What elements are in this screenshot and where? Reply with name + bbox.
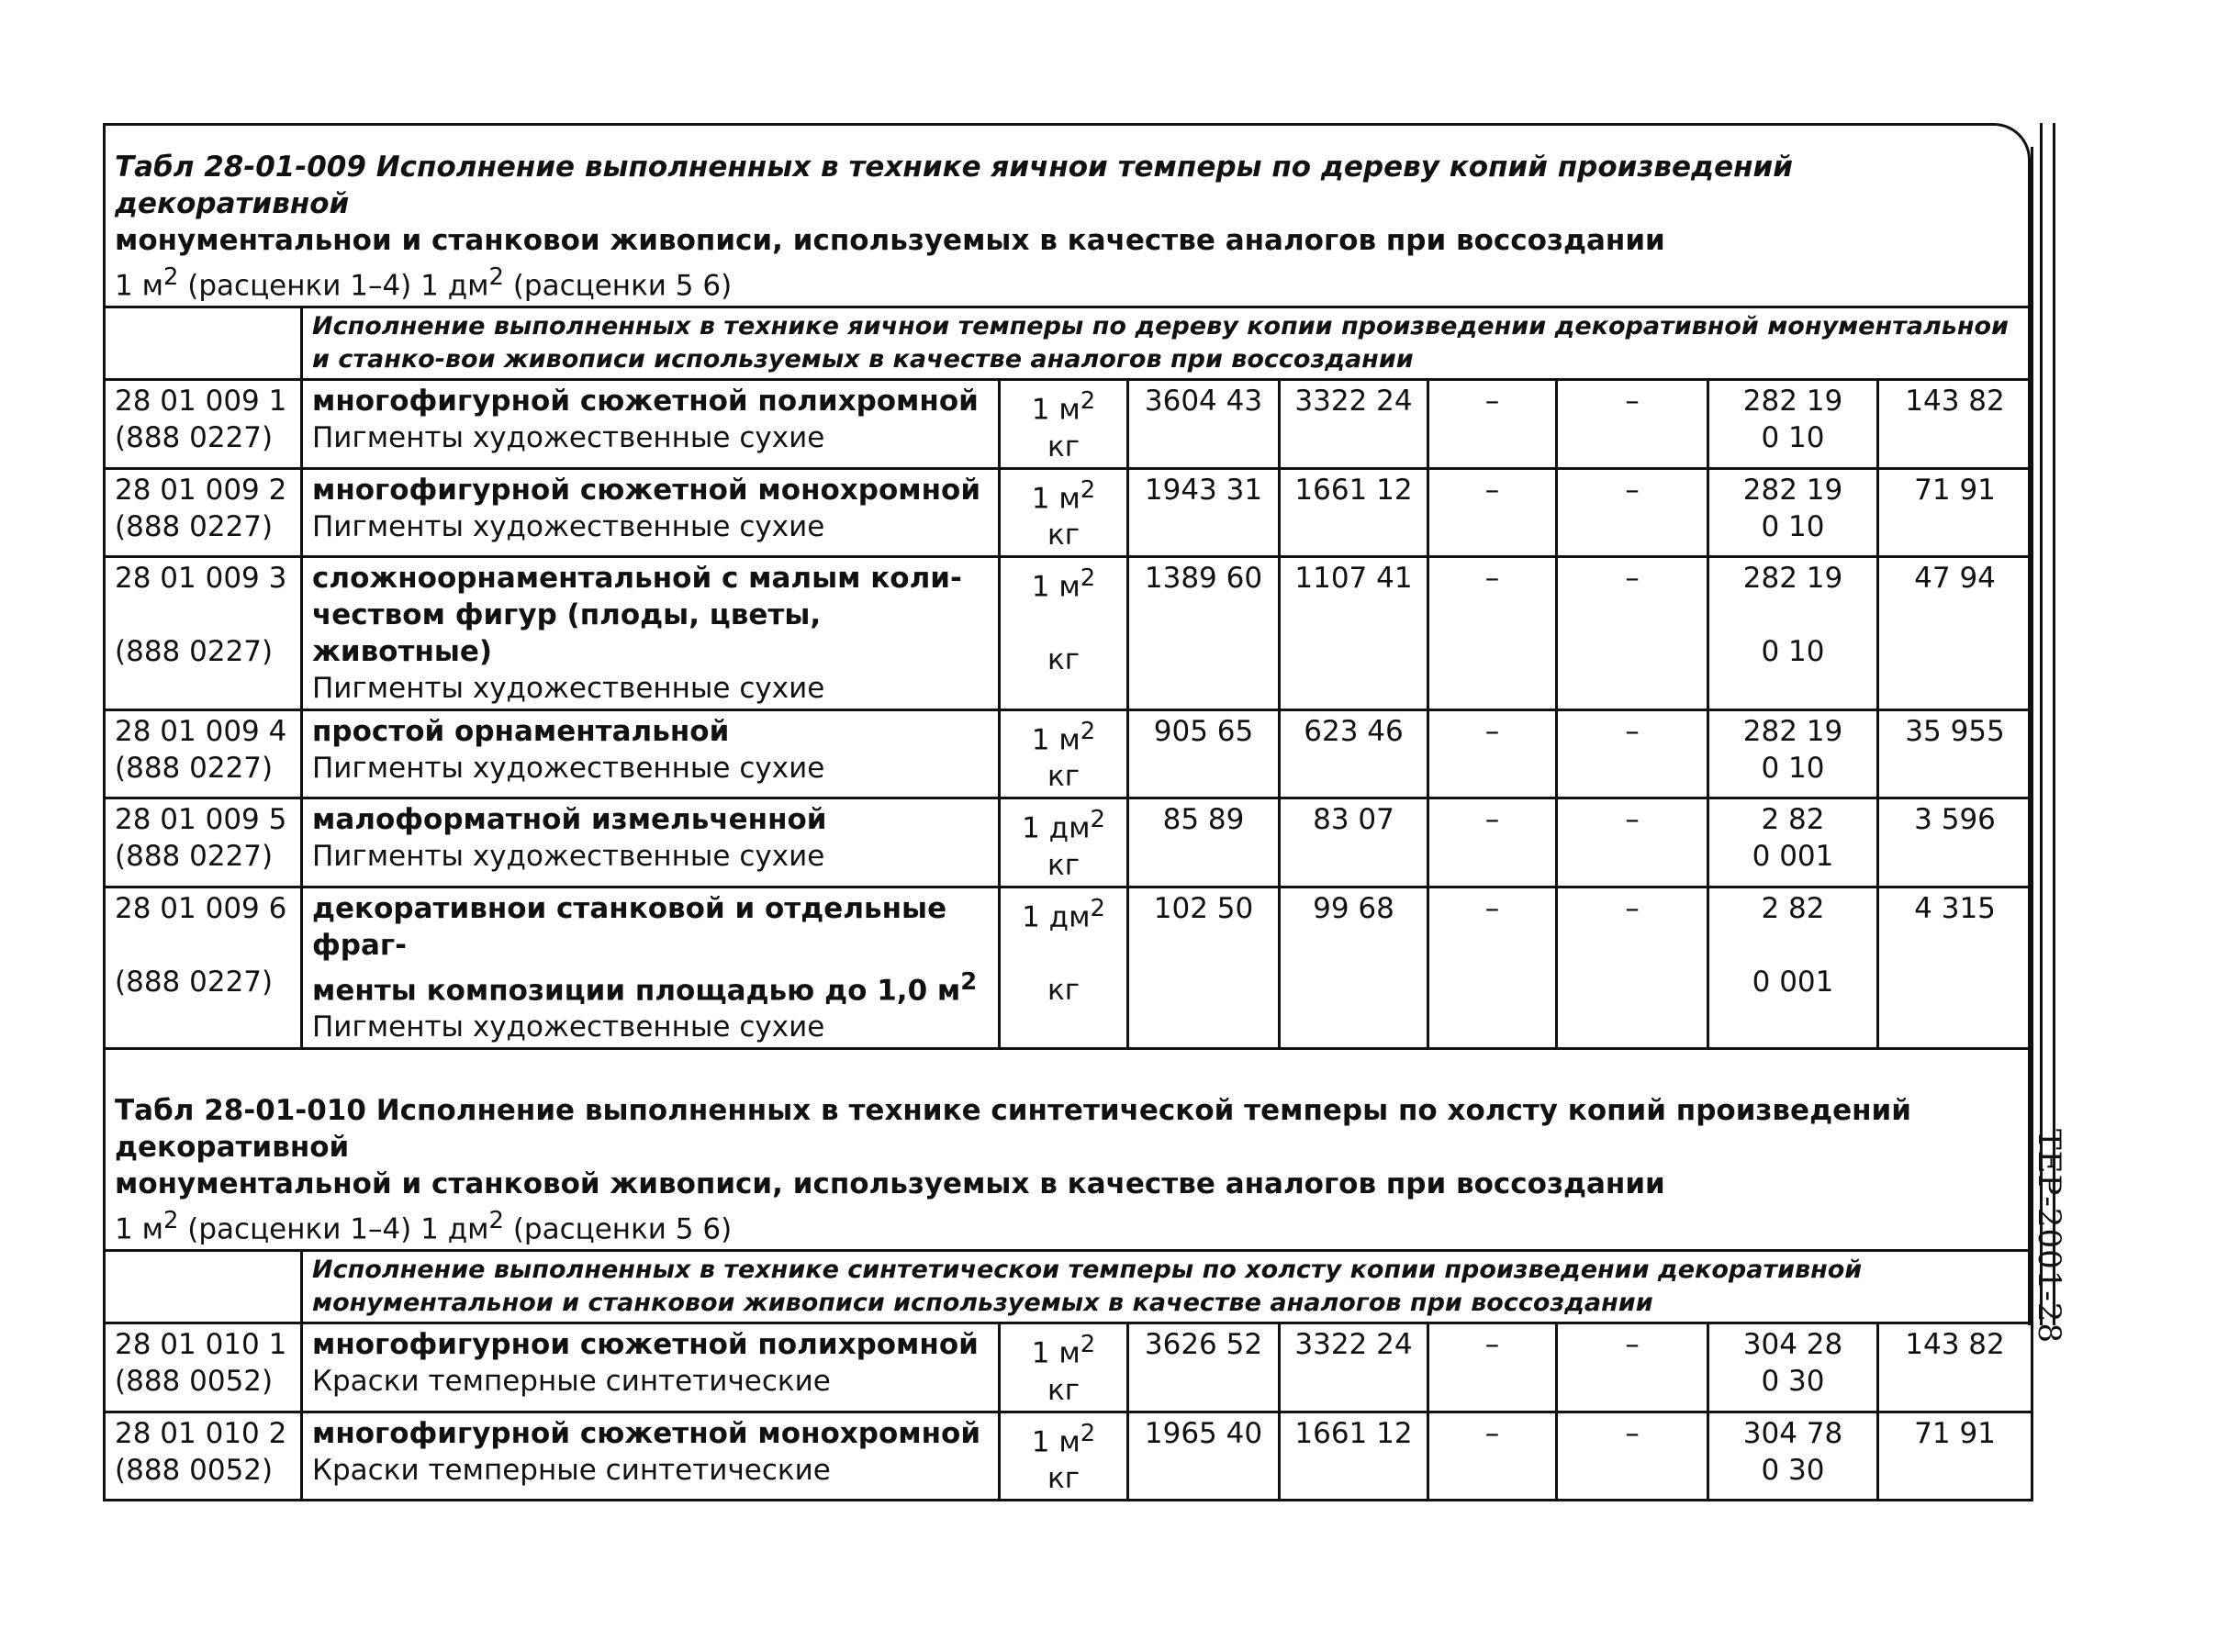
wages-cost: 3322 24	[1280, 380, 1428, 468]
materials-cell	[1708, 1412, 1878, 1500]
units-superscript: 2	[162, 263, 179, 291]
machine-cost: –	[1428, 468, 1557, 556]
machine-cost: –	[1428, 1412, 1557, 1500]
materials-cell	[1708, 887, 1878, 1048]
rate-code: 28 01 009 6	[115, 891, 287, 925]
materials-cost: 304 28	[1742, 1328, 1843, 1362]
unit	[1010, 801, 1117, 846]
unit-cell	[1000, 556, 1128, 709]
materials-cell	[1708, 709, 1878, 798]
materials-cell	[1708, 556, 1878, 709]
unit-text: 1 м	[1031, 723, 1081, 757]
machine-wages: –	[1557, 468, 1708, 556]
unit-superscript: 2	[1080, 475, 1096, 504]
rate-code-cell	[105, 709, 302, 798]
table-spacer	[105, 1048, 2032, 1090]
rate-name-line2-text: менты композиции площадью до 1,0 м	[312, 973, 961, 1007]
machine-wages: –	[1557, 1412, 1708, 1500]
materials-quantity: 0 30	[1761, 1453, 1825, 1487]
labor-hours: 35 955	[1878, 709, 2032, 798]
materials-cell	[1708, 1323, 1878, 1412]
table-row	[105, 1412, 2032, 1500]
materials-quantity: 0 001	[1752, 965, 1834, 999]
unit-cell	[1000, 709, 1128, 798]
rate-code: 28 01 010 1	[115, 1328, 287, 1362]
table-units	[115, 1202, 2021, 1247]
table-units	[115, 259, 2021, 304]
labor-hours: 143 82	[1878, 1323, 2032, 1412]
total-cost: 3626 52	[1128, 1323, 1280, 1412]
table-body	[105, 147, 2032, 1500]
unit	[1010, 1415, 1117, 1460]
materials-quantity: 0 10	[1761, 634, 1825, 668]
rate-code-cell	[105, 1323, 302, 1412]
labor-hours: 71 91	[1878, 1412, 2032, 1500]
unit-cell	[1000, 1412, 1128, 1500]
unit-superscript: 2	[1080, 387, 1096, 416]
rate-code: 28 01 009 4	[115, 714, 287, 748]
unit-cell	[1000, 798, 1128, 887]
table-row	[105, 709, 2032, 798]
machine-cost: –	[1428, 709, 1557, 798]
unit-text: 1 м	[1031, 481, 1081, 515]
rate-name-line2	[312, 597, 989, 670]
table-row	[105, 556, 2032, 709]
resource-unit: кг	[1047, 848, 1080, 882]
resource-unit: кг	[1047, 1461, 1080, 1495]
rate-code: 28 01 009 3	[115, 561, 287, 595]
table-title-text: Табл 28-01-010 Исполнение выполненных в технике синтетической темперы по холсту копий произведений декоративной	[115, 1093, 1911, 1164]
unit-text: 1 м	[1031, 570, 1081, 604]
rate-name-cell	[302, 468, 1000, 556]
rate-code-cell	[105, 468, 302, 556]
table-title-text: Табл 28-01-009 Исполнение выполненных в технике яичнои темперы по дереву копий произведений декоративной	[115, 151, 1793, 220]
unit-superscript: 2	[1080, 1331, 1096, 1359]
unit	[1010, 890, 1117, 935]
total-cost: 1965 40	[1128, 1412, 1280, 1500]
resource-name: Пигменты художественные сухие	[312, 1010, 825, 1044]
resource-unit: кг	[1047, 518, 1080, 552]
rates-table	[103, 147, 2033, 1501]
resource-code: (888 0227)	[115, 421, 274, 455]
resource-name: Пигменты художественные сухие	[312, 751, 825, 785]
rate-code: 28 01 009 2	[115, 473, 287, 507]
total-cost: 905 65	[1128, 709, 1280, 798]
labor-hours: 143 82	[1878, 380, 2032, 468]
rate-code-spacer	[115, 597, 291, 633]
rate-code-cell	[105, 556, 302, 709]
resource-unit: кг	[1047, 760, 1080, 794]
resource-unit: кг	[1047, 1373, 1080, 1407]
materials-cost: 2 82	[1761, 803, 1825, 837]
rate-name-cell	[302, 380, 1000, 468]
resource-name: Пигменты художественные сухие	[312, 671, 825, 705]
wages-cost: 1107 41	[1280, 556, 1428, 709]
materials-cost: 282 19	[1742, 385, 1843, 419]
subheading: Исполнение выполненных в технике синтетическои темперы по холсту копии произведении декоративной монументальнои и станковои живописи используемых в качестве аналогов при воссоздании	[302, 1251, 2032, 1323]
rate-name-line2-text: чеством фигур (плоды, цветы, животные)	[312, 597, 822, 668]
materials-cost: 282 19	[1742, 561, 1843, 595]
resource-unit: кг	[1047, 430, 1080, 463]
materials-quantity: 0 10	[1761, 421, 1825, 455]
total-cost: 102 50	[1128, 887, 1280, 1048]
units-text: (расценки 5 6)	[503, 269, 733, 303]
rate-code-cell	[105, 1412, 302, 1500]
resource-code: (888 0052)	[115, 1365, 274, 1399]
subheading-row	[105, 1251, 2032, 1323]
table-caption-row	[105, 1090, 2032, 1251]
rate-name: малоформатной измельченной	[312, 803, 827, 837]
machine-cost: –	[1428, 380, 1557, 468]
labor-hours: 47 94	[1878, 556, 2032, 709]
units-text: 1 м	[115, 1212, 163, 1246]
unit-text: 1 м	[1031, 1336, 1081, 1370]
table-spacer-row	[105, 1048, 2032, 1090]
unit-superscript: 2	[1080, 564, 1096, 592]
unit	[1010, 383, 1117, 428]
unit	[1010, 1326, 1117, 1371]
table-caption	[105, 147, 2032, 307]
machine-cost: –	[1428, 798, 1557, 887]
units-text: 1 м	[115, 269, 163, 303]
materials-cost: 304 78	[1742, 1416, 1843, 1450]
rate-name: многофигурной сюжетной полихромной	[312, 385, 979, 419]
rate-name-cell	[302, 798, 1000, 887]
labor-hours: 4 315	[1878, 887, 2032, 1048]
unit-spacer	[1010, 935, 1117, 972]
resource-name: Пигменты художественные сухие	[312, 421, 825, 455]
wages-cost: 1661 12	[1280, 468, 1428, 556]
units-superscript: 2	[488, 1206, 504, 1234]
table-title-line2	[115, 222, 2021, 259]
materials-cost: 2 82	[1761, 891, 1825, 925]
subheading-code-cell	[105, 307, 302, 380]
resource-name: Пигменты художественные сухие	[312, 509, 825, 543]
rate-name: простой орнаментальной	[312, 714, 730, 748]
machine-wages: –	[1557, 887, 1708, 1048]
table-title-line2-text: монументальной и станковой живописи, используемых в качестве аналогов при воссоздании	[115, 1166, 1665, 1200]
rate-name: многофигурной сюжетной монохромной	[312, 473, 981, 507]
units-superscript: 2	[162, 1206, 179, 1234]
rate-code-spacer	[115, 927, 291, 964]
table-caption-row	[105, 147, 2032, 307]
rate-code: 28 01 010 2	[115, 1416, 287, 1450]
rate-name-superscript: 2	[960, 967, 978, 996]
units-superscript: 2	[488, 263, 504, 291]
rate-code: 28 01 009 5	[115, 803, 287, 837]
total-cost: 1943 31	[1128, 468, 1280, 556]
rate-name-cell	[302, 887, 1000, 1048]
machine-wages: –	[1557, 556, 1708, 709]
unit-superscript: 2	[1080, 1419, 1096, 1447]
resource-unit: кг	[1047, 973, 1080, 1007]
resource-code: (888 0227)	[115, 965, 274, 999]
unit-text: 1 дм	[1022, 811, 1091, 845]
resource-code: (888 0227)	[115, 509, 274, 543]
wages-cost: 3322 24	[1280, 1323, 1428, 1412]
materials-quantity: 0 10	[1761, 751, 1825, 785]
unit-cell	[1000, 468, 1128, 556]
machine-cost: –	[1428, 1323, 1557, 1412]
table-title-line2	[115, 1166, 2021, 1202]
wages-cost: 99 68	[1280, 887, 1428, 1048]
materials-quantity: 0 001	[1752, 840, 1834, 874]
rate-name-cell	[302, 1412, 1000, 1500]
materials-cell	[1708, 468, 1878, 556]
units-text: (расценки 5 6)	[503, 1212, 733, 1246]
units-text: (расценки 1–4) 1 дм	[178, 269, 489, 303]
rate-code-cell	[105, 798, 302, 887]
unit-text: 1 м	[1031, 1424, 1081, 1458]
resource-code: (888 0227)	[115, 840, 274, 874]
resource-unit: кг	[1047, 643, 1080, 677]
unit-cell	[1000, 1323, 1128, 1412]
machine-wages: –	[1557, 798, 1708, 887]
table-row	[105, 468, 2032, 556]
machine-cost: –	[1428, 887, 1557, 1048]
unit-cell	[1000, 887, 1128, 1048]
unit	[1010, 713, 1117, 758]
resource-name: Краски темперные синтетические	[312, 1365, 831, 1399]
unit-superscript: 2	[1090, 894, 1105, 922]
resource-name: Пигменты художественные сухие	[312, 840, 825, 874]
machine-wages: –	[1557, 709, 1708, 798]
table-title-line2-text: монументальнои и станковои живописи, используемых в качестве аналогов при воссоздании	[115, 224, 1665, 257]
unit-superscript: 2	[1090, 806, 1105, 834]
total-cost: 85 89	[1128, 798, 1280, 887]
rate-name: многофигурнои сюжетной полихромной	[312, 1328, 979, 1362]
subheading-code-cell	[105, 1251, 302, 1323]
machine-wages: –	[1557, 380, 1708, 468]
table-caption	[105, 1090, 2032, 1251]
rate-name: декоративнои станковой и отдельные фраг-	[312, 891, 947, 962]
wages-cost: 1661 12	[1280, 1412, 1428, 1500]
rate-code-cell	[105, 887, 302, 1048]
machine-cost: –	[1428, 556, 1557, 709]
subheading: Исполнение выполненных в технике яичнои темперы по дереву копии произведении декоративной монументальнои и станко-вои живописи используемых в качестве аналогов при воссоздании	[302, 307, 2032, 380]
rate-name: сложноорнаментальной с малым коли-	[312, 561, 962, 595]
unit-cell	[1000, 380, 1128, 468]
units-text: (расценки 1–4) 1 дм	[178, 1212, 489, 1246]
materials-cost: 282 19	[1742, 473, 1843, 507]
table-title	[115, 149, 2021, 222]
table-row	[105, 1323, 2032, 1412]
unit-text: 1 м	[1031, 393, 1081, 427]
rate-code: 28 01 009 1	[115, 385, 287, 419]
subheading-row	[105, 307, 2032, 380]
materials-cell	[1708, 380, 1878, 468]
rate-code-cell	[105, 380, 302, 468]
total-cost: 1389 60	[1128, 556, 1280, 709]
rate-name: многофигурной сюжетной монохромной	[312, 1416, 981, 1450]
labor-hours: 71 91	[1878, 468, 2032, 556]
materials-quantity: 0 30	[1761, 1365, 1825, 1399]
rate-name-cell	[302, 556, 1000, 709]
materials-spacer	[1719, 927, 1867, 964]
rate-name-cell	[302, 1323, 1000, 1412]
table-title	[115, 1092, 2021, 1166]
labor-hours: 3 596	[1878, 798, 2032, 887]
resource-name: Краски темперные синтетические	[312, 1453, 831, 1487]
materials-quantity: 0 10	[1761, 509, 1825, 543]
document-code-label: ТЕР-2001-28	[2031, 1129, 2067, 1345]
wages-cost: 83 07	[1280, 798, 1428, 887]
table-row	[105, 798, 2032, 887]
resource-code: (888 0227)	[115, 634, 274, 668]
materials-spacer	[1719, 597, 1867, 633]
machine-wages: –	[1557, 1323, 1708, 1412]
rate-name-line2	[312, 964, 989, 1009]
unit	[1010, 472, 1117, 517]
table-row	[105, 380, 2032, 468]
resource-code: (888 0227)	[115, 751, 274, 785]
unit-spacer	[1010, 605, 1117, 642]
rate-name-cell	[302, 709, 1000, 798]
unit-text: 1 дм	[1022, 899, 1091, 933]
resource-code: (888 0052)	[115, 1453, 274, 1487]
materials-cost: 282 19	[1742, 714, 1843, 748]
materials-cell	[1708, 798, 1878, 887]
unit-superscript: 2	[1080, 717, 1096, 745]
wages-cost: 623 46	[1280, 709, 1428, 798]
table-row	[105, 887, 2032, 1048]
unit	[1010, 560, 1117, 605]
total-cost: 3604 43	[1128, 380, 1280, 468]
